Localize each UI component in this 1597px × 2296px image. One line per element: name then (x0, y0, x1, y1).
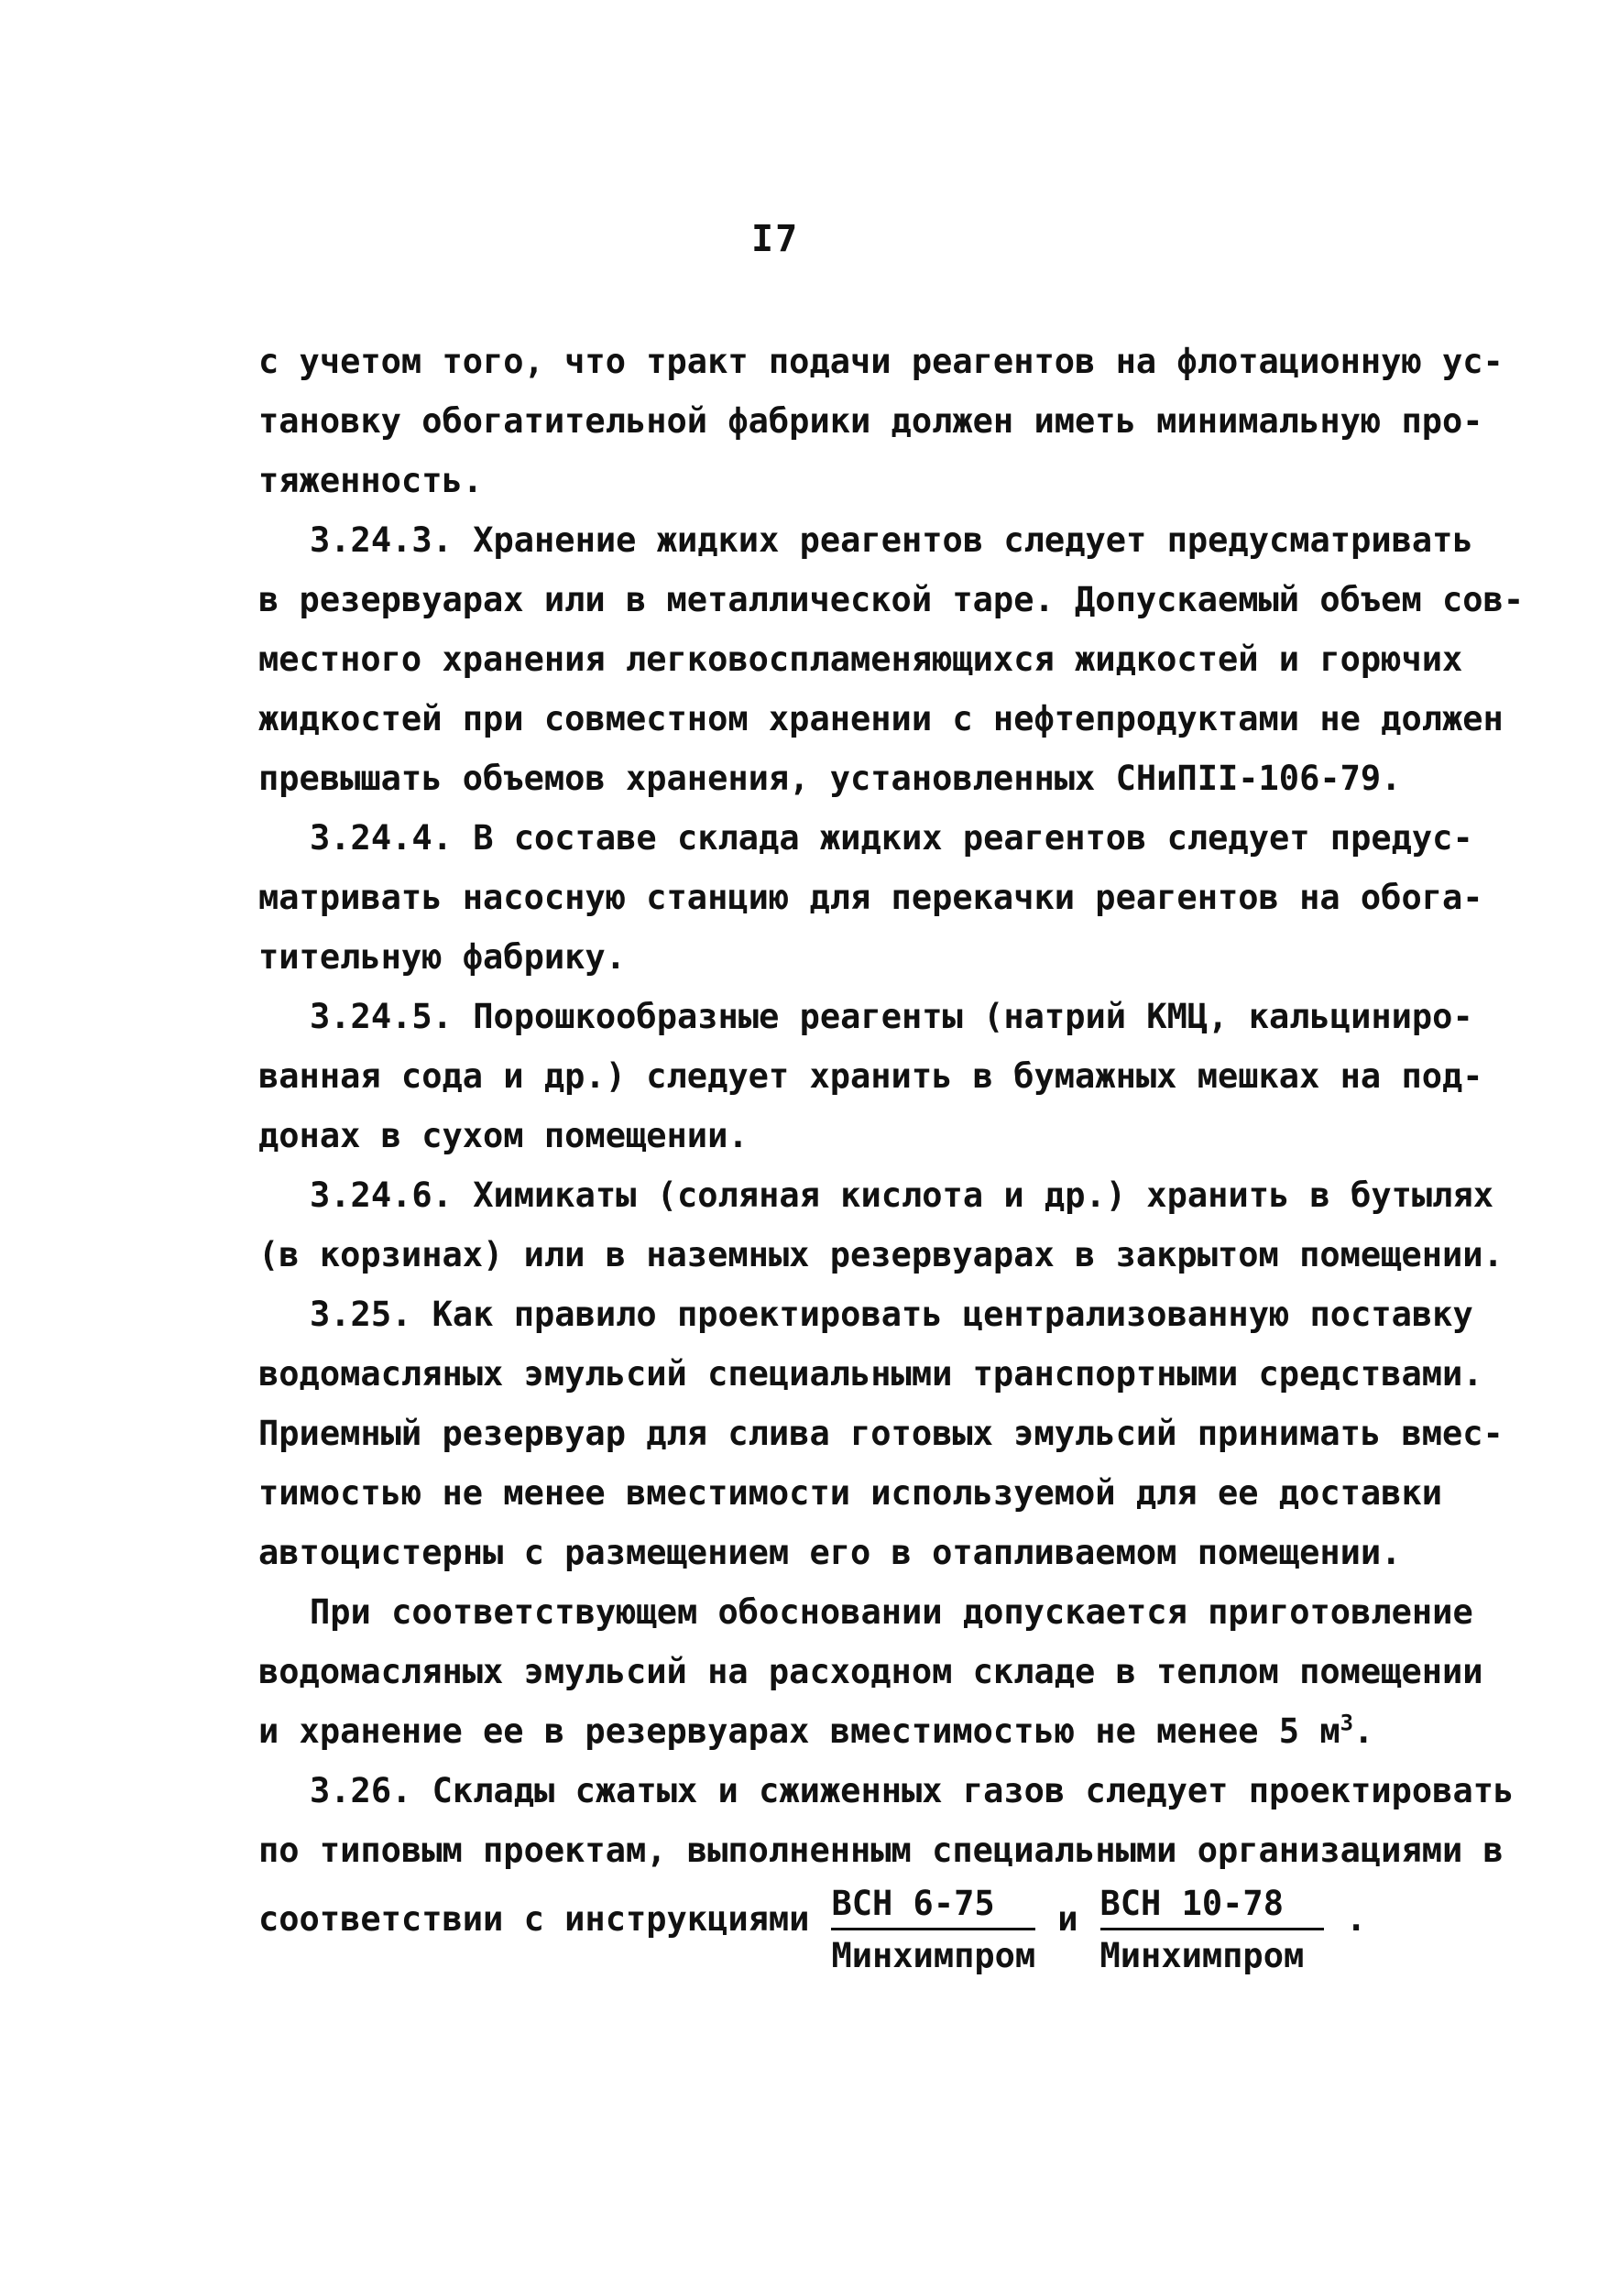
reference-prefix: соответствии с инструкциями (258, 1899, 810, 1939)
paragraph-3-24-3-line: 3.24.3. Хранение жидких реагентов следует предусматривать (310, 520, 1473, 560)
fraction-denominator: Минхимпром (1099, 1936, 1305, 1975)
paragraph-3-24-4-line: 3.24.4. В составе склада жидких реагентов следует предус- (310, 818, 1473, 858)
fraction-denominator: Минхимпром (831, 1936, 1036, 1975)
page-number: I7 (751, 218, 800, 260)
reference-joiner: и (1057, 1899, 1078, 1939)
paragraph-3-26-line: 3.26. Склады сжатых и сжиженных газов следует проектировать (310, 1771, 1515, 1810)
text-line: водомасляных эмульсий специальными транспортными средствами. (258, 1354, 1483, 1394)
text-line: местного хранения легковоспламеняющихся жидкостей и горючих (258, 640, 1463, 679)
text-line: тановку обогатительной фабрики должен иметь минимальную про- (258, 401, 1483, 441)
paragraph-justification-line: При соответствующем обосновании допускается приготовление (310, 1592, 1473, 1632)
reference-suffix: . (1345, 1899, 1367, 1939)
paragraph-3-24-5-line: 3.24.5. Порошкообразные реагенты (натрий КМЦ, кальциниро- (310, 997, 1473, 1036)
superscript-cube: 3 (1340, 1710, 1354, 1736)
paragraph-3-24-6-line: 3.24.6. Химикаты (соляная кислота и др.) хранить в бутылях (310, 1175, 1494, 1215)
text-line: водомасляных эмульсий на расходном складе в теплом помещении (258, 1652, 1483, 1691)
text-line: жидкостей при совместном хранении с нефтепродуктами не должен (258, 699, 1504, 738)
text-line: тяженность. (258, 461, 484, 500)
sentence-end: . (1353, 1711, 1374, 1751)
fraction-vsn-10-78 (1100, 1880, 1324, 1980)
text-line: тительную фабрику. (258, 937, 626, 977)
text-line: (в корзинах) или в наземных резервуарах в закрытом помещении. (258, 1235, 1504, 1274)
fraction-vsn-6-75 (831, 1880, 1035, 1980)
text-line: матривать насосную станцию для перекачки реагентов на обога- (258, 878, 1483, 917)
text-line: превышать объемов хранения, установленных СНиПII-106-79. (258, 759, 1402, 798)
text-line: по типовым проектам, выполненным специальными организациями в (258, 1831, 1504, 1870)
text-line: автоцистерны с размещением его в отапливаемом помещении. (258, 1533, 1402, 1572)
text-line: ванная сода и др.) следует хранить в бумажных мешках на под- (258, 1056, 1483, 1096)
text-run: и хранение ее в резервуарах вместимостью не менее 5 м (258, 1711, 1340, 1751)
text-line: с учетом того, что тракт подачи реагентов на флотационную ус- (258, 342, 1504, 381)
text-line-with-superscript (258, 1701, 1413, 1761)
instruction-reference-line (258, 1880, 1413, 1999)
fraction-numerator: ВСН 6-75 (831, 1880, 1034, 1930)
text-line: Приемный резервуар для слива готовых эмульсий принимать вмес- (258, 1414, 1504, 1453)
text-line: донах в сухом помещении. (258, 1116, 749, 1155)
paragraph-3-25-line: 3.25. Как правило проектировать централизованную поставку (310, 1295, 1473, 1334)
text-line: тимостью не менее вместимости используемой для ее доставки (258, 1473, 1443, 1513)
fraction-numerator: ВСН 10-78 (1100, 1880, 1324, 1930)
text-line: в резервуарах или в металлической таре. Допускаемый объем сов- (258, 580, 1525, 619)
document-body (258, 332, 1525, 1999)
